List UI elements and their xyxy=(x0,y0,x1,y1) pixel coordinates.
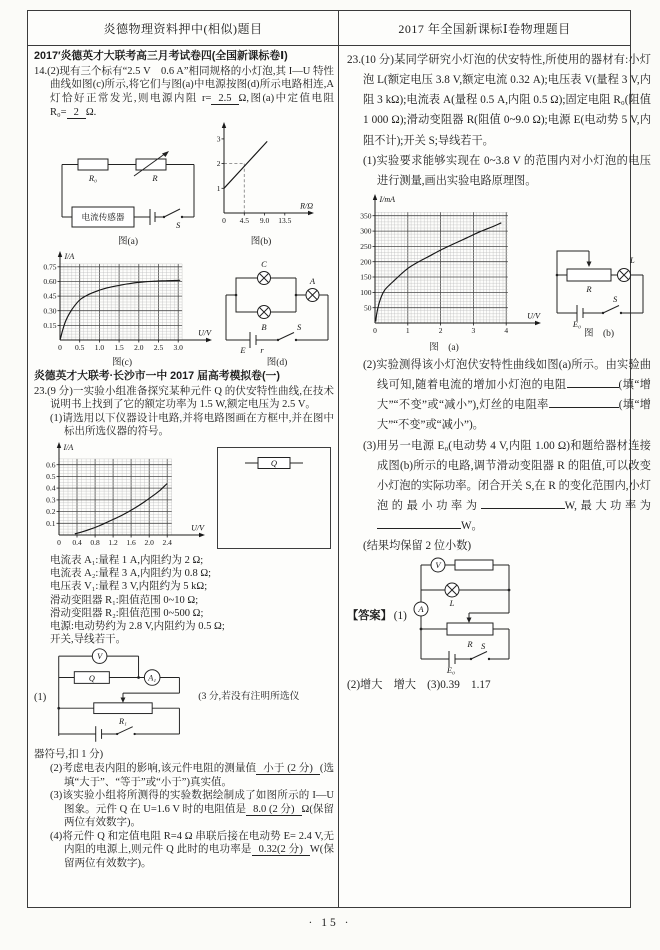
svg-text:R/Ω: R/Ω xyxy=(300,201,313,211)
label-a: A xyxy=(418,603,424,614)
svg-text:1.6: 1.6 xyxy=(126,537,136,547)
answer-blank-pmin xyxy=(481,498,565,509)
svg-text:300: 300 xyxy=(360,226,372,236)
page-number: · 15 · xyxy=(308,917,352,929)
answer-row-right xyxy=(347,557,651,675)
label-e: E xyxy=(240,344,246,355)
label-lamp-b: B xyxy=(261,321,267,332)
header-left-cell: 炎德物理资料押中(相似)题目 xyxy=(28,11,339,45)
element-q-symbol xyxy=(243,455,305,471)
svg-text:2.4: 2.4 xyxy=(162,537,172,547)
label-e0: E₀ xyxy=(446,664,455,675)
svg-text:1.5: 1.5 xyxy=(114,342,124,352)
figure-c xyxy=(32,250,212,369)
figure-b-right xyxy=(547,229,651,340)
figure-row-right xyxy=(347,193,651,354)
answer-label-1: (1) xyxy=(393,609,407,622)
rheostat-r xyxy=(567,269,611,281)
svg-text:350: 350 xyxy=(360,211,372,221)
problem-14-tail: Ω. xyxy=(85,106,97,118)
svg-text:200: 200 xyxy=(360,257,372,267)
header-right-cell: 2017 年全国新课标Ⅰ卷物理题目 xyxy=(398,21,571,36)
item3-text: (3)用另一电源 E₀(电动势 4 V,内阻 1.00 Ω)和题给器材连接成图(b)所示的电路,调节滑动变阻器 R 的阻值,可以改变小灯泡的实际功率。闭合开关 S,在 R 的变化范围内,小灯泡的最小功率为 xyxy=(363,439,651,513)
item3-mid: W,最大功率为 xyxy=(564,500,651,513)
svg-text:0.45: 0.45 xyxy=(43,291,57,301)
svg-text:0.15: 0.15 xyxy=(43,320,57,330)
answer1-note-cont: 器符号,扣 1 分) xyxy=(34,749,104,761)
svg-text:2.0: 2.0 xyxy=(134,342,144,352)
figure-b xyxy=(208,121,314,248)
rheostat-r xyxy=(136,159,166,170)
label-lamp-c: C xyxy=(261,258,267,269)
svg-text:U/V: U/V xyxy=(527,311,540,321)
svg-text:4.5: 4.5 xyxy=(239,216,249,226)
svg-text:0.4: 0.4 xyxy=(46,483,56,493)
circuit-diagram-fig-d xyxy=(218,258,336,358)
svg-text:0: 0 xyxy=(57,537,61,547)
answer-frame-box xyxy=(217,447,331,549)
resistor-r0 xyxy=(78,159,108,170)
svg-text:3: 3 xyxy=(216,134,221,144)
svg-text:1.0: 1.0 xyxy=(94,342,105,352)
svg-text:13.5: 13.5 xyxy=(278,216,292,226)
svg-text:250: 250 xyxy=(360,242,372,252)
instrument-item: 电压表 V₁:量程 3 V,内阻约为 5 kΩ; xyxy=(50,581,208,593)
chart-q-iu xyxy=(35,441,205,553)
figure-c-caption: 图(c) xyxy=(111,357,133,368)
problem-23-left-item1: (1)请选用以下仪器设计电路,并将电路图画在方框中,并在图中标出所选仪器的符号。 xyxy=(50,412,334,438)
label-r: R xyxy=(586,284,592,295)
svg-text:0: 0 xyxy=(373,326,377,336)
answer-blank-resistance xyxy=(567,377,619,388)
figure-row-q xyxy=(34,441,334,553)
label-s: S xyxy=(613,294,618,305)
problem-23-left-item2 xyxy=(50,762,334,789)
svg-text:1.2: 1.2 xyxy=(108,537,118,547)
figure-a-right xyxy=(347,193,541,354)
problem-14 xyxy=(34,65,334,119)
svg-text:0.5: 0.5 xyxy=(75,342,85,352)
problem-14-text: 14.(2)现有三个标有“2.5 V 0.6 A”相同规格的小灯泡,其 I—U 特性曲线如图(c)所示,将它们与图(a)中电源按图(d)所示电路相连,A 灯恰好正常发光,则电源内阻 r= xyxy=(34,65,334,104)
figure-row-a-b xyxy=(34,121,334,248)
label-s: S xyxy=(480,640,486,651)
item2-mid: (填“增大”“不变”或“减小”),灯丝的电阻率 xyxy=(377,379,651,412)
label-current-sensor: 电流传感器 xyxy=(81,212,125,223)
switch-icon xyxy=(134,733,136,735)
figure-row-c-d xyxy=(34,250,334,369)
problem-23-left-item4 xyxy=(50,830,334,871)
svg-text:0: 0 xyxy=(58,342,62,352)
svg-text:I/A: I/A xyxy=(63,442,74,452)
svg-text:0: 0 xyxy=(222,216,226,226)
problem-23-left-lead: 23.(9 分)一实验小组准备探究某种元件 Q 的伏安特性曲线,在技术说明书上找到了它的额定功率为 1.5 W,额定电压为 2.5 V。 xyxy=(34,385,334,411)
figure-d xyxy=(218,258,336,369)
svg-text:I/A: I/A xyxy=(64,251,75,261)
page-table xyxy=(27,10,651,908)
svg-text:50: 50 xyxy=(364,303,372,313)
problem-23-right-item2 xyxy=(363,355,651,436)
figure-a-caption: 图(a) xyxy=(117,237,139,248)
label-r0: R₀ xyxy=(88,173,98,184)
slider-arrow-icon xyxy=(587,262,592,268)
figure-a-right-caption: 图 (a) xyxy=(429,343,459,354)
figure-d-caption: 图(d) xyxy=(266,357,288,368)
svg-text:2: 2 xyxy=(216,159,221,169)
answer1-row xyxy=(34,647,334,747)
answer-blank-item3: 8.0 (2 分) xyxy=(246,804,301,816)
answer-label: 【答案】 xyxy=(347,609,392,622)
label-l: L xyxy=(449,597,455,608)
switch-icon xyxy=(488,657,490,659)
figure-a xyxy=(54,145,202,248)
chart-fig-c xyxy=(32,250,212,358)
rheostat-arrow-icon xyxy=(162,151,169,157)
slider-arrow-icon xyxy=(466,617,471,623)
answer-blank-item2: 小于 (2 分) xyxy=(256,763,320,775)
instrument-item: 滑动变阻器 R₁:阻值范围 0~10 Ω; xyxy=(50,594,199,606)
label-r1: R₁ xyxy=(119,717,128,727)
answer-blank-item4: 0.32(2 分) xyxy=(252,844,310,856)
svg-text:3.0: 3.0 xyxy=(173,342,183,352)
chart-fig-b xyxy=(208,121,314,237)
answer1-label: (1) xyxy=(34,691,47,703)
answer-circuit-right xyxy=(409,557,531,675)
item4-text: (4)将元件 Q 和定值电阻 R=4 Ω 串联后接在电动势 E= 2.4 V,无内阻的电源上,则元件 Q 此时的电功率是 xyxy=(50,830,334,856)
label-l: L xyxy=(630,255,635,266)
svg-text:U/V: U/V xyxy=(191,523,204,533)
switch-icon xyxy=(295,339,297,341)
answer1-note: (3 分,若没有注明所选仪 xyxy=(198,691,300,703)
instrument-item: 电源:电动势约为 2.8 V,内阻约为 0.5 Ω; xyxy=(50,621,225,633)
svg-text:1: 1 xyxy=(405,326,410,336)
svg-text:I/mA: I/mA xyxy=(379,195,396,205)
answer-blank-pmax xyxy=(377,518,461,529)
svg-text:0.5: 0.5 xyxy=(46,471,56,481)
item3-text: (3)该实验小组将所测得的实验数据绘制成了如图所示的 I—U 图象。元件 Q 在 U=1.6 V 时的电阻值是 xyxy=(50,790,334,815)
label-lamp-a: A xyxy=(309,275,316,286)
answer-2-3: (2)增大 增大 (3)0.39 1.17 xyxy=(347,678,491,691)
item4-post: W(保留两位有效数字)。 xyxy=(64,844,334,869)
circuit-diagram-fig-b-right xyxy=(547,229,651,329)
svg-text:2.5: 2.5 xyxy=(153,342,164,352)
right-column xyxy=(339,46,658,908)
figure-b-right-caption: 图 (b) xyxy=(583,329,615,340)
answer-blank-r0: 2 xyxy=(67,107,86,119)
svg-text:0.60: 0.60 xyxy=(43,277,57,287)
left-column xyxy=(28,46,339,908)
svg-text:0.2: 0.2 xyxy=(46,507,56,517)
instrument-item: 开关,导线若干。 xyxy=(50,634,127,646)
problem-14-mid: Ω,图(a)中定值电阻 R₀= xyxy=(50,92,334,118)
problem-23-right-item3 xyxy=(363,436,651,537)
section1-title: 2017′炎德英才大联考高三月考试卷四(全国新课标卷Ⅰ) xyxy=(34,50,288,62)
svg-text:0.3: 0.3 xyxy=(46,495,56,505)
switch-icon xyxy=(181,216,183,218)
instrument-list xyxy=(50,554,334,647)
instrument-item: 电流表 A₁:量程 1 A,内阻约为 2 Ω; xyxy=(50,554,204,566)
table-header-row xyxy=(28,11,630,46)
svg-text:2.0: 2.0 xyxy=(144,537,154,547)
answer-circuit-left xyxy=(49,647,195,747)
label-r: R xyxy=(152,173,158,184)
label-v: V xyxy=(435,559,441,570)
label-r: R xyxy=(467,638,473,649)
problem-23-left-item3 xyxy=(50,789,334,830)
svg-text:3: 3 xyxy=(471,326,476,336)
figure-b-caption: 图(b) xyxy=(250,237,272,248)
label-e0: E₀ xyxy=(572,319,582,330)
answer-blank-resistivity xyxy=(549,397,619,408)
svg-text:0.8: 0.8 xyxy=(90,537,100,547)
rheostat-r xyxy=(447,623,493,635)
item2-text: (2)考虑电表内阻的影响,该元件电阻的测量值 xyxy=(50,763,257,774)
label-q: Q xyxy=(89,674,96,684)
item3-post: W。 xyxy=(461,520,483,533)
svg-text:150: 150 xyxy=(360,272,372,282)
table-body xyxy=(28,46,651,908)
label-r-internal: r xyxy=(260,344,264,355)
item2-post: (填“增大”“不变”或“减小”)。 xyxy=(377,399,651,432)
label-v: V xyxy=(97,652,103,662)
rheostat-r1 xyxy=(94,703,152,714)
slider-arrow-icon xyxy=(121,698,126,703)
svg-text:9.0: 9.0 xyxy=(259,216,270,226)
label-a1: A₁ xyxy=(148,673,157,683)
switch-icon xyxy=(620,312,622,314)
svg-text:0.75: 0.75 xyxy=(43,262,57,272)
fixed-resistor-r0 xyxy=(455,560,493,570)
circuit-diagram-fig-a xyxy=(54,145,202,237)
instrument-item: 滑动变阻器 R₂:阻值范围 0~500 Ω; xyxy=(50,607,204,619)
problem-23-right-item1: (1)实验要求能够实现在 0~3.8 V 的范围内对小灯泡的电压进行测量,画出实验电路原理图。 xyxy=(363,154,651,187)
svg-text:0.4: 0.4 xyxy=(72,537,82,547)
svg-text:2: 2 xyxy=(438,326,443,336)
svg-text:100: 100 xyxy=(360,288,372,298)
svg-text:0.1: 0.1 xyxy=(46,518,56,528)
item2-post: (选填“大于”、“等于”或“小于”)真实值。 xyxy=(64,763,335,788)
answer-blank-r: 2.5 xyxy=(211,93,238,105)
item3-note: (结果均保留 2 位小数) xyxy=(363,540,472,553)
svg-text:0.30: 0.30 xyxy=(43,306,57,316)
item3-post: Ω(保留两位有效数字)。 xyxy=(64,803,334,829)
svg-text:0.6: 0.6 xyxy=(46,460,56,470)
label-s: S xyxy=(297,321,302,332)
svg-text:1: 1 xyxy=(216,183,221,193)
label-s: S xyxy=(176,220,181,231)
label-q: Q xyxy=(270,457,278,468)
instrument-item: 电流表 A₂:量程 3 A,内阻约为 0.8 Ω; xyxy=(50,568,212,580)
chart-lamp-iu xyxy=(347,193,541,343)
item2-text: (2)实验测得该小灯泡伏安特性曲线如图(a)所示。由实验曲线可知,随着电流的增加小灯泡的电阻 xyxy=(363,359,651,392)
svg-text:4: 4 xyxy=(504,326,509,336)
svg-text:U/V: U/V xyxy=(198,328,211,338)
section2-title: 炎德英才大联考·长沙市一中 2017 届高考模拟卷(一) xyxy=(34,369,280,382)
problem-23-right-lead: 23.(10 分)某同学研究小灯泡的伏安特性,所使用的器材有:小灯泡 L(额定电压 3.8 V,额定电流 0.32 A);电压表 V(量程 3 V,内阻 3 kΩ);电流表 A(量程 0.5 A,内阻 0.5 Ω);固定电阻 R₀(阻值 1 000 Ω);滑动变阻器 R(阻值 0~9.0 Ω);电源 E(电动势 5 V,内阻不计);开关 S;导线若干。 xyxy=(347,54,651,147)
figure-q-graph xyxy=(35,441,205,553)
